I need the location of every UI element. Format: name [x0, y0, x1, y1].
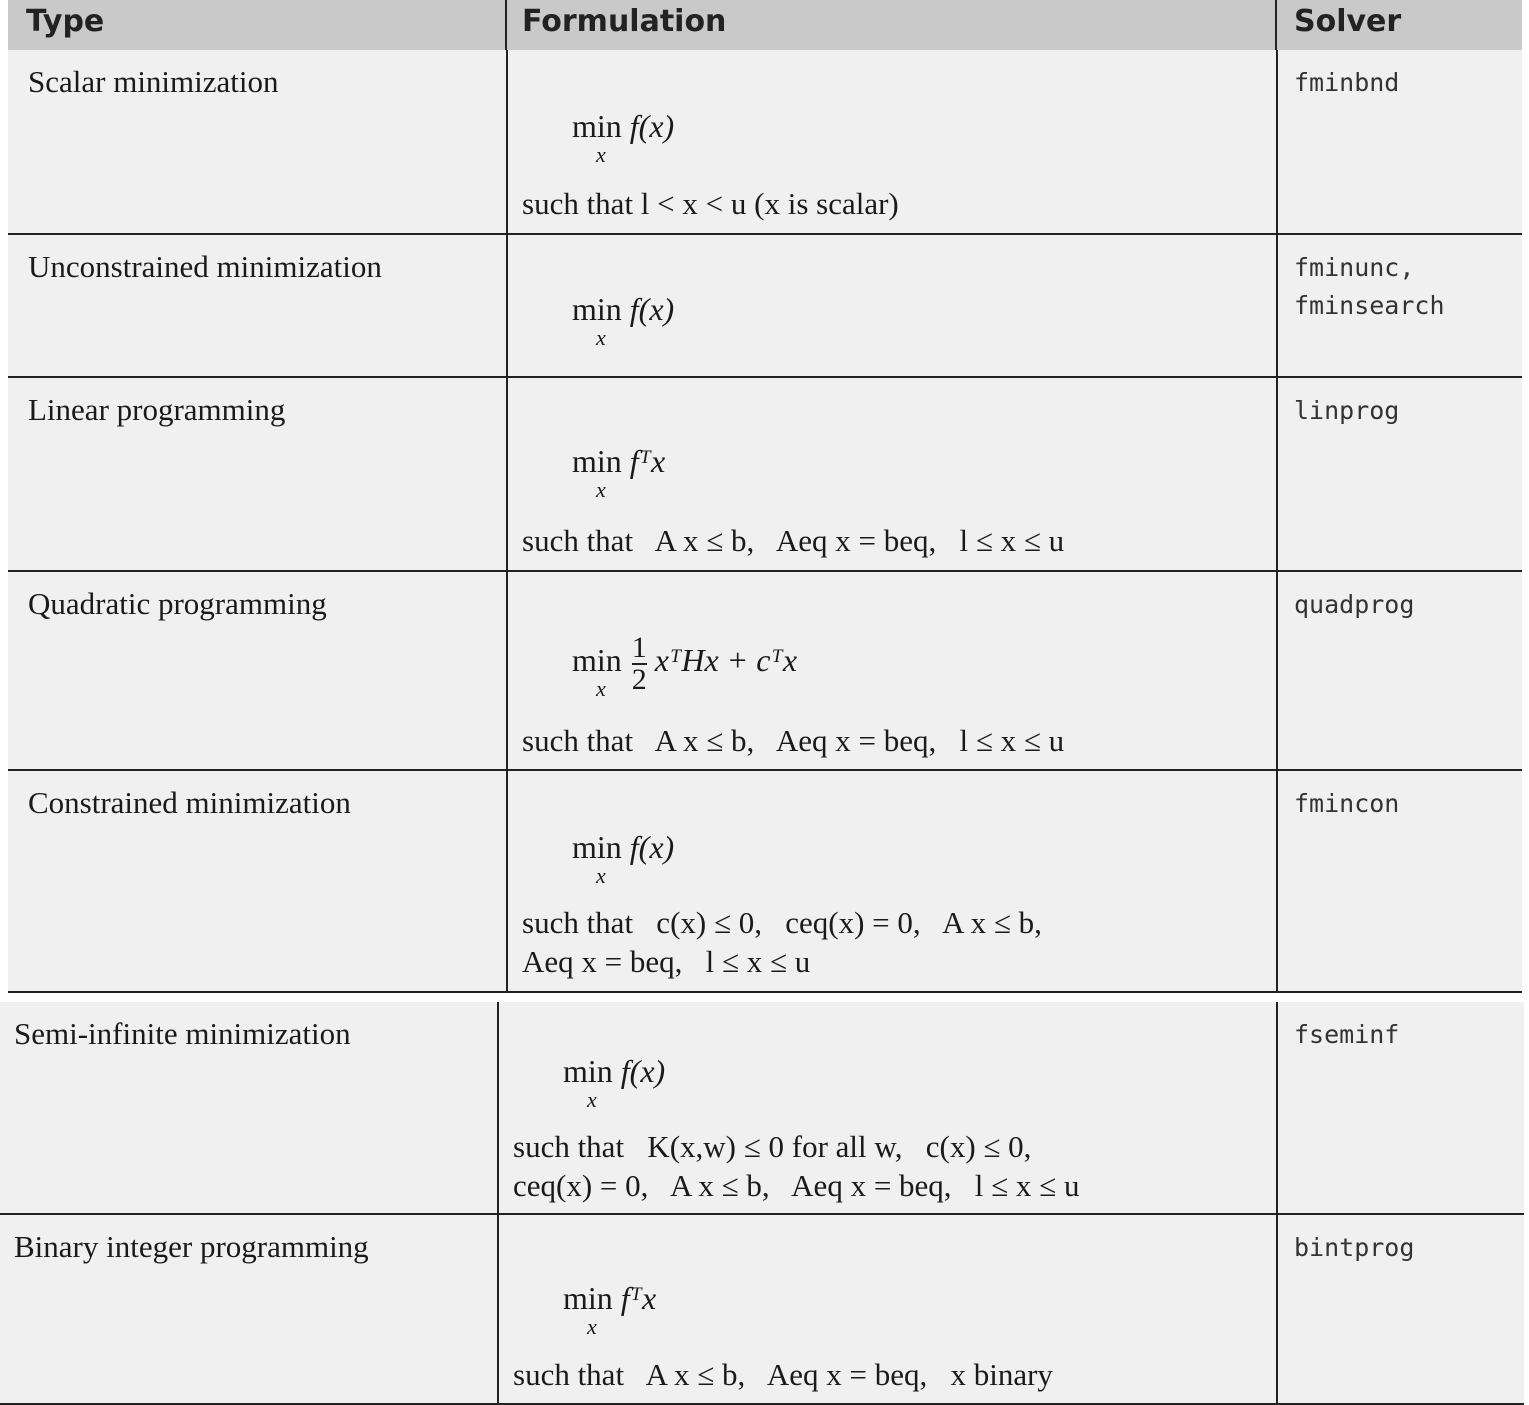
column-divider: [506, 572, 508, 769]
min-operator: min: [572, 642, 622, 679]
header-type: Type: [26, 4, 105, 39]
min-group: [563, 1280, 613, 1339]
column-divider: [506, 235, 508, 376]
column-divider: [1276, 1215, 1278, 1403]
min-group: [572, 443, 622, 502]
table-row: [8, 771, 1522, 993]
solver-name: [1294, 64, 1399, 102]
min-group: [572, 108, 622, 167]
min-subscript: x: [596, 477, 606, 502]
fraction: [632, 633, 647, 695]
solver-name: [1294, 785, 1399, 823]
problem-type: Semi-infinite minimization: [14, 1016, 351, 1051]
table-header: [8, 0, 1522, 50]
objective: [572, 443, 666, 502]
min-group: [572, 642, 622, 702]
column-divider: [1275, 0, 1277, 50]
column-divider: [506, 50, 508, 233]
objective: [572, 291, 675, 350]
table-row: [8, 235, 1522, 378]
solver-name: [1294, 392, 1399, 430]
table-row: [8, 572, 1522, 771]
constraint-line: Aeq x = beq, l ≤ x ≤ u: [522, 944, 811, 979]
min-operator: min: [572, 443, 622, 479]
min-subscript: x: [587, 1314, 597, 1339]
min-group: [572, 829, 622, 888]
column-divider: [497, 1002, 499, 1213]
constraint-line: such that A x ≤ b, Aeq x = beq, l ≤ x ≤ u: [522, 723, 1065, 758]
constraint-line: such that A x ≤ b, Aeq x = beq, x binary: [513, 1357, 1053, 1392]
solver-function: linprog: [1294, 396, 1400, 425]
objective-expression: fᵀx: [620, 1280, 657, 1316]
problem-type: Binary integer programming: [14, 1229, 369, 1264]
column-divider: [505, 0, 507, 50]
min-group: [563, 1053, 613, 1112]
problem-type: Scalar minimization: [28, 64, 279, 99]
objective: [572, 631, 798, 702]
column-divider: [1276, 235, 1278, 376]
min-subscript: x: [596, 142, 606, 167]
constraint-line: such that l < x < u (x is scalar): [522, 186, 899, 221]
table-row: [0, 1002, 1524, 1215]
objective: [563, 1053, 666, 1112]
constraint-line: such that K(x,w) ≤ 0 for all w, c(x) ≤ 0,: [513, 1129, 1032, 1164]
solver-function: bintprog: [1294, 1233, 1415, 1262]
min-subscript: x: [587, 1087, 597, 1112]
column-divider: [1276, 771, 1278, 991]
solver-function: fminunc,: [1294, 253, 1415, 282]
min-operator: min: [572, 291, 622, 327]
objective: [572, 108, 675, 167]
fraction-numerator: 1: [631, 631, 647, 664]
column-divider: [1276, 50, 1278, 233]
min-operator: min: [563, 1280, 613, 1316]
problem-type: Linear programming: [28, 392, 286, 427]
header-formulation: Formulation: [522, 4, 727, 39]
objective-expression: f(x): [629, 108, 675, 144]
solver-function: quadprog: [1294, 590, 1415, 619]
column-divider: [1276, 572, 1278, 769]
objective-expression: f(x): [629, 829, 675, 865]
problem-type: Unconstrained minimization: [28, 249, 382, 284]
table-row: [8, 50, 1522, 235]
objective-expression: xᵀHx + cᵀx: [654, 642, 798, 679]
table-row: [0, 1215, 1524, 1405]
objective-expression: f(x): [629, 291, 675, 327]
column-divider: [506, 378, 508, 570]
min-operator: min: [572, 108, 622, 144]
objective-expression: f(x): [620, 1053, 666, 1089]
solver-function: fminsearch: [1294, 291, 1445, 320]
min-subscript: x: [596, 676, 606, 702]
problem-type: Quadratic programming: [28, 586, 327, 621]
min-subscript: x: [596, 863, 606, 888]
solver-name: [1294, 1016, 1399, 1054]
fraction-denominator: 2: [631, 663, 647, 696]
min-subscript: x: [596, 325, 606, 350]
column-divider: [497, 1215, 499, 1403]
column-divider: [506, 771, 508, 991]
solver-function: fmincon: [1294, 789, 1400, 818]
header-solver: Solver: [1294, 4, 1402, 39]
column-divider: [1276, 378, 1278, 570]
problem-type: Constrained minimization: [28, 785, 351, 820]
solver-function: fminbnd: [1294, 68, 1400, 97]
min-operator: min: [563, 1053, 613, 1089]
solver-name: [1294, 249, 1445, 325]
constraint-line: ceq(x) = 0, A x ≤ b, Aeq x = beq, l ≤ x ≤ u: [513, 1168, 1080, 1203]
min-group: [572, 291, 622, 350]
constraint-line: such that A x ≤ b, Aeq x = beq, l ≤ x ≤ u: [522, 523, 1065, 558]
min-operator: min: [572, 829, 622, 865]
solver-name: [1294, 1229, 1414, 1267]
objective: [563, 1280, 657, 1339]
objective-expression: fᵀx: [629, 443, 666, 479]
objective: [572, 829, 675, 888]
constraint-line: such that c(x) ≤ 0, ceq(x) = 0, A x ≤ b,: [522, 905, 1042, 940]
table-row: [8, 378, 1522, 572]
solver-function: fseminf: [1294, 1020, 1400, 1049]
column-divider: [1276, 1002, 1278, 1213]
solver-name: [1294, 586, 1414, 624]
